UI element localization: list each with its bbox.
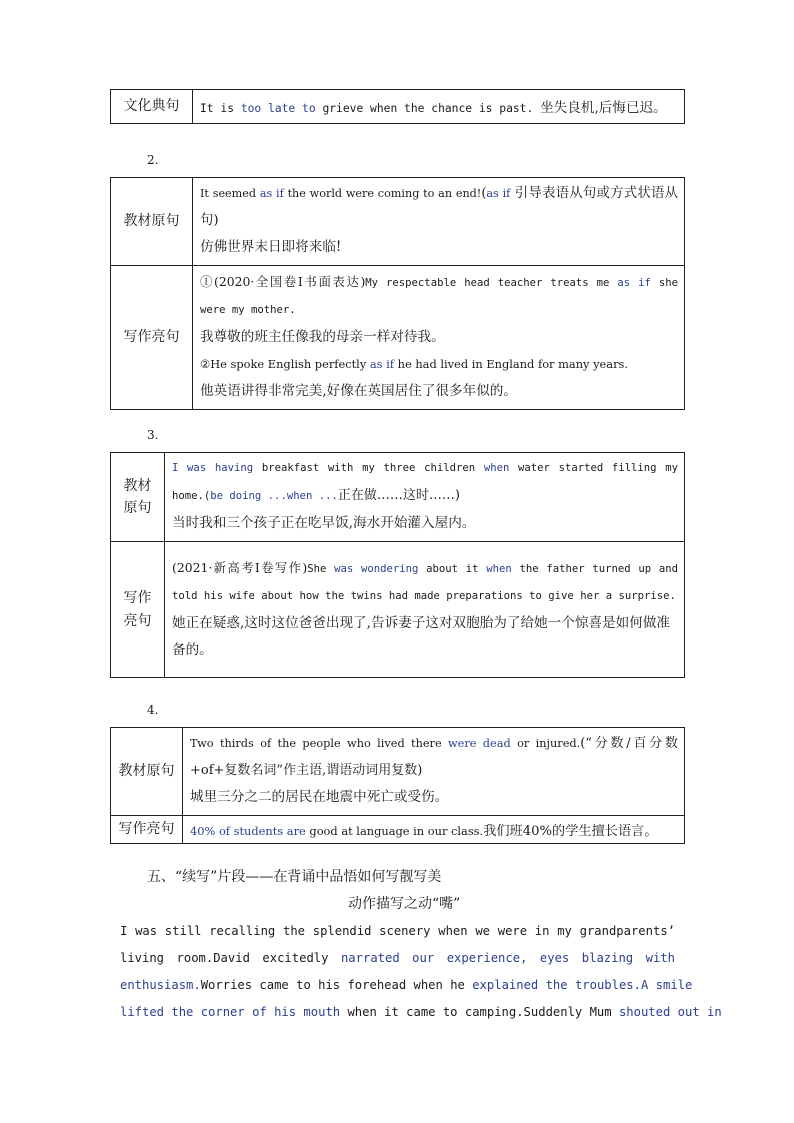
table-label <box>111 178 193 266</box>
chinese-text: 仿佛世界末日即将来临! <box>200 239 342 255</box>
text: the father turned up and told his wife about how the twins had made preparations to give her a surprise. <box>172 562 678 602</box>
highlight-text: shouted out in <box>618 1005 722 1019</box>
table-label <box>111 90 193 124</box>
passage <box>120 918 722 1026</box>
text: or injured. <box>510 737 581 750</box>
highlight-text: enthusiasm. <box>120 978 201 992</box>
label-text: 原句 <box>123 500 152 516</box>
item-number: 4. <box>147 703 159 717</box>
text: water started filling my home.( <box>172 462 678 502</box>
table-cell <box>193 90 685 124</box>
label-text: 写作亮句 <box>123 329 180 346</box>
chinese-text: 引导表语从句或方式状语从句) <box>200 186 678 228</box>
text: she were my mother. <box>200 277 678 316</box>
highlight-text: lifted the corner of his mouth <box>120 1005 341 1019</box>
label-text: 文化典句 <box>123 98 180 115</box>
text: My respectable head teacher treats me <box>365 277 618 289</box>
highlight-text: A smile <box>640 978 693 992</box>
chinese-text: 坐失良机,后悔已迟。 <box>540 99 667 116</box>
text: It is <box>200 101 241 115</box>
section-title: 五、“续写”片段——在背诵中品悟如何写靓写美 <box>147 869 442 885</box>
source-note: (2021·新高考Ⅰ卷写作) <box>172 559 308 575</box>
english-text <box>190 730 678 784</box>
highlight-text: as if <box>369 357 395 371</box>
section-subtitle: 动作描写之动“嘴” <box>348 896 461 912</box>
table-culture-quote <box>110 89 685 124</box>
item-number: 3. <box>147 428 159 442</box>
text: he had lived in England for many years. <box>394 357 628 371</box>
table-label <box>111 816 183 844</box>
text: Two thirds of the people who lived there <box>190 737 448 750</box>
highlight-text: 40% of students are <box>190 824 306 838</box>
passage-line <box>120 918 675 945</box>
label-text: 教材原句 <box>123 213 180 230</box>
label-text: 教材原句 <box>118 763 175 780</box>
text: It seemed <box>200 187 260 200</box>
table-item-4 <box>110 727 685 844</box>
text: when it came to camping.Suddenly Mum <box>340 1005 619 1019</box>
english-text <box>172 554 678 610</box>
highlight-text: as if <box>617 277 651 289</box>
table-label <box>111 266 193 410</box>
highlight-text: when <box>483 462 510 474</box>
text: I was still recalling the splendid scenery when we were in my grandparents’ <box>120 924 675 938</box>
table-item-3 <box>110 452 685 678</box>
highlight-text: was wondering <box>334 562 419 575</box>
english-text <box>190 824 483 838</box>
text: about it <box>418 562 487 575</box>
text: living room.David excitedly <box>120 951 341 965</box>
text: She <box>307 562 335 575</box>
highlight-text: be doing ...when ... <box>210 490 338 502</box>
text: ( <box>481 186 487 201</box>
table-cell <box>183 816 685 844</box>
chinese-text: 我尊敬的班主任像我的母亲一样对待我。 <box>200 329 445 345</box>
chinese-text: 城里三分之二的居民在地震中死亡或受伤。 <box>190 789 449 805</box>
english-text <box>200 102 540 115</box>
chinese-text: 我们班40%的学生擅长语言。 <box>483 824 658 839</box>
item-number: 2. <box>147 153 159 167</box>
table-cell <box>165 542 685 678</box>
label-text: 写作亮句 <box>118 821 175 838</box>
highlight-text: as if <box>486 187 511 200</box>
highlight-text: as if <box>259 187 284 200</box>
text: Worries came to his forehead when he <box>200 978 473 992</box>
highlight-text: I was having <box>172 462 254 474</box>
table-label <box>111 728 183 816</box>
table-label <box>111 542 165 678</box>
source-note: ①(2020·全国卷Ⅰ书面表达) <box>200 274 366 289</box>
chinese-text: 正在做……这时……) <box>337 488 460 503</box>
text: ②He spoke English perfectly <box>200 357 370 371</box>
chinese-text: 当时我和三个孩子正在吃早饭,海水开始灌入屋内。 <box>172 515 476 531</box>
table-cell <box>193 266 685 410</box>
text: the world were coming to an end! <box>283 187 482 200</box>
english-text <box>200 268 678 324</box>
table-cell <box>183 728 685 816</box>
english-text <box>200 180 678 234</box>
passage-line <box>120 999 722 1026</box>
chinese-text: 她正在疑惑,这时这位爸爸出现了,告诉妻子这对双胞胎为了给她一个惊喜是如何做准备的。 <box>172 614 671 658</box>
label-text: 写作 <box>123 590 152 607</box>
table-cell <box>193 178 685 266</box>
label-text: 教材 <box>123 477 152 494</box>
label-text: 亮句 <box>123 612 152 629</box>
chinese-note: (“分数/百分数+of+复数名词”作主语,谓语动词用复数) <box>190 736 678 778</box>
highlight-text: explained the troubles. <box>472 978 641 992</box>
highlight-text: narrated our experience, eyes blazing with <box>340 951 675 965</box>
text: good at language in our class. <box>305 824 484 838</box>
chinese-text: 他英语讲得非常完美,好像在英国居住了很多年似的。 <box>200 383 517 399</box>
table-cell <box>165 453 685 542</box>
highlight-text: were dead <box>448 737 511 750</box>
highlight-text: when <box>486 562 512 575</box>
table-item-2 <box>110 177 685 410</box>
english-text <box>172 455 678 510</box>
passage-line <box>120 972 693 999</box>
english-text <box>200 351 678 378</box>
highlight-text: too late to <box>240 101 316 115</box>
table-label <box>111 453 165 542</box>
text: breakfast with my three children <box>253 462 484 474</box>
text: grieve when the chance is past. <box>315 101 541 115</box>
passage-line <box>120 945 675 972</box>
